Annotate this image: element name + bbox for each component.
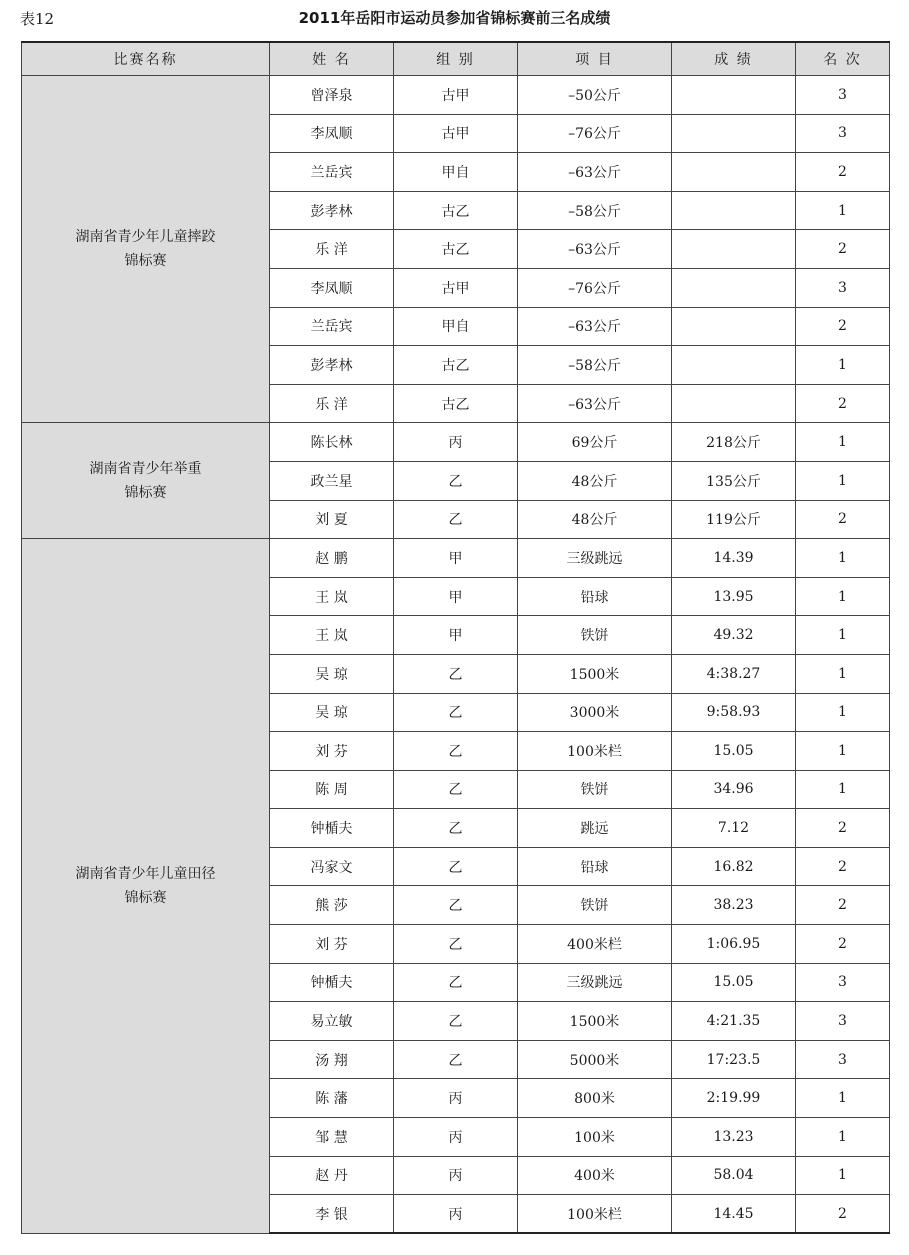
cell-group: 乙 — [394, 500, 518, 539]
cell-result: 4:38.27 — [672, 654, 796, 693]
cell-name: 吴 琼 — [270, 693, 394, 732]
cell-event: –58公斤 — [518, 346, 672, 385]
cell-rank: 1 — [796, 191, 890, 230]
cell-event: 跳远 — [518, 809, 672, 848]
cell-group: 丙 — [394, 1079, 518, 1118]
cell-rank: 1 — [796, 461, 890, 500]
cell-result: 49.32 — [672, 616, 796, 655]
cell-result — [672, 307, 796, 346]
cell-result: 16.82 — [672, 847, 796, 886]
cell-rank: 2 — [796, 384, 890, 423]
page-title: 2011年岳阳市运动员参加省锦标赛前三名成绩 — [298, 9, 611, 27]
competition-name-cell — [22, 423, 270, 539]
cell-name: 赵 丹 — [270, 1156, 394, 1195]
cell-event: –63公斤 — [518, 153, 672, 192]
cell-rank: 1 — [796, 1118, 890, 1157]
cell-rank: 1 — [796, 654, 890, 693]
cell-result: 135公斤 — [672, 461, 796, 500]
cell-rank: 1 — [796, 1156, 890, 1195]
cell-result: 218公斤 — [672, 423, 796, 462]
cell-event: 三级跳远 — [518, 539, 672, 578]
table-row — [22, 76, 890, 115]
cell-name: 彭孝林 — [270, 191, 394, 230]
cell-event: 100米栏 — [518, 732, 672, 771]
cell-result — [672, 230, 796, 269]
cell-name: 王 岚 — [270, 577, 394, 616]
cell-result — [672, 384, 796, 423]
cell-result: 2:19.99 — [672, 1079, 796, 1118]
cell-name: 刘 芬 — [270, 925, 394, 964]
header-result: 成 绩 — [672, 42, 796, 76]
cell-rank: 3 — [796, 963, 890, 1002]
header-group: 组 别 — [394, 42, 518, 76]
cell-name: 乐 洋 — [270, 230, 394, 269]
cell-group: 古甲 — [394, 268, 518, 307]
cell-event: 69公斤 — [518, 423, 672, 462]
cell-group: 丙 — [394, 1118, 518, 1157]
competition-name-line2: 锦标赛 — [124, 484, 167, 501]
header-name: 姓 名 — [270, 42, 394, 76]
cell-group: 古乙 — [394, 191, 518, 230]
competition-name-cell — [22, 539, 270, 1234]
cell-result — [672, 153, 796, 192]
cell-rank: 2 — [796, 307, 890, 346]
cell-rank: 2 — [796, 500, 890, 539]
cell-result: 7.12 — [672, 809, 796, 848]
cell-result: 38.23 — [672, 886, 796, 925]
cell-name: 陈 周 — [270, 770, 394, 809]
cell-result: 119公斤 — [672, 500, 796, 539]
cell-rank: 3 — [796, 114, 890, 153]
cell-name: 钟楯夫 — [270, 809, 394, 848]
cell-name: 熊 莎 — [270, 886, 394, 925]
cell-group: 乙 — [394, 847, 518, 886]
cell-event: –63公斤 — [518, 230, 672, 269]
cell-group: 乙 — [394, 809, 518, 848]
cell-group: 乙 — [394, 654, 518, 693]
cell-event: 铁饼 — [518, 616, 672, 655]
cell-event: 三级跳远 — [518, 963, 672, 1002]
cell-rank: 2 — [796, 153, 890, 192]
cell-group: 乙 — [394, 732, 518, 771]
cell-result: 9:58.93 — [672, 693, 796, 732]
cell-event: –63公斤 — [518, 307, 672, 346]
cell-rank: 3 — [796, 268, 890, 307]
cell-result: 58.04 — [672, 1156, 796, 1195]
cell-result: 34.96 — [672, 770, 796, 809]
cell-rank: 1 — [796, 732, 890, 771]
cell-name: 赵 鹏 — [270, 539, 394, 578]
cell-event: –50公斤 — [518, 76, 672, 115]
cell-event: 100米 — [518, 1118, 672, 1157]
cell-rank: 2 — [796, 809, 890, 848]
cell-group: 乙 — [394, 461, 518, 500]
cell-group: 乙 — [394, 886, 518, 925]
cell-rank: 1 — [796, 577, 890, 616]
cell-group: 丙 — [394, 1156, 518, 1195]
cell-group: 丙 — [394, 1195, 518, 1234]
cell-event: 铅球 — [518, 577, 672, 616]
table-caption: 表12 — [20, 10, 55, 28]
cell-result — [672, 346, 796, 385]
results-table — [21, 41, 890, 1234]
cell-event: 铁饼 — [518, 886, 672, 925]
cell-result: 17:23.5 — [672, 1040, 796, 1079]
cell-event: –58公斤 — [518, 191, 672, 230]
competition-name-line2: 锦标赛 — [124, 253, 167, 270]
cell-rank: 2 — [796, 1195, 890, 1234]
cell-group: 古甲 — [394, 76, 518, 115]
header-row — [22, 42, 890, 76]
cell-name: 陈长林 — [270, 423, 394, 462]
competition-name-line1: 湖南省青少年儿童田径 — [75, 865, 216, 882]
cell-event: –76公斤 — [518, 114, 672, 153]
cell-result: 1:06.95 — [672, 925, 796, 964]
cell-group: 古乙 — [394, 384, 518, 423]
cell-rank: 1 — [796, 1079, 890, 1118]
cell-group: 甲 — [394, 577, 518, 616]
cell-result: 14.45 — [672, 1195, 796, 1234]
table-row — [22, 539, 890, 578]
cell-rank: 2 — [796, 886, 890, 925]
header-rank: 名 次 — [796, 42, 890, 76]
cell-event: –63公斤 — [518, 384, 672, 423]
cell-event: 铅球 — [518, 847, 672, 886]
header-competition: 比赛名称 — [22, 42, 270, 76]
cell-name: 邹 慧 — [270, 1118, 394, 1157]
cell-event: 100米栏 — [518, 1195, 672, 1234]
cell-event: 铁饼 — [518, 770, 672, 809]
cell-name: 陈 藩 — [270, 1079, 394, 1118]
cell-group: 乙 — [394, 1040, 518, 1079]
cell-name: 吴 琼 — [270, 654, 394, 693]
cell-event: –76公斤 — [518, 268, 672, 307]
cell-result — [672, 114, 796, 153]
cell-name: 冯家文 — [270, 847, 394, 886]
cell-rank: 2 — [796, 925, 890, 964]
cell-group: 古甲 — [394, 114, 518, 153]
cell-name: 汤 翔 — [270, 1040, 394, 1079]
cell-event: 800米 — [518, 1079, 672, 1118]
cell-group: 古乙 — [394, 346, 518, 385]
cell-result — [672, 268, 796, 307]
cell-result — [672, 76, 796, 115]
cell-group: 甲自 — [394, 307, 518, 346]
cell-result: 15.05 — [672, 732, 796, 771]
cell-event: 400米栏 — [518, 925, 672, 964]
cell-name: 李凤顺 — [270, 114, 394, 153]
cell-result: 13.23 — [672, 1118, 796, 1157]
cell-result: 15.05 — [672, 963, 796, 1002]
cell-group: 丙 — [394, 423, 518, 462]
competition-name-line2: 锦标赛 — [124, 889, 167, 906]
competition-name-cell — [22, 76, 270, 423]
cell-rank: 1 — [796, 770, 890, 809]
cell-result: 4:21.35 — [672, 1002, 796, 1041]
cell-event: 48公斤 — [518, 461, 672, 500]
cell-result — [672, 191, 796, 230]
cell-name: 刘 芬 — [270, 732, 394, 771]
cell-name: 兰岳宾 — [270, 307, 394, 346]
cell-rank: 2 — [796, 847, 890, 886]
cell-name: 政兰星 — [270, 461, 394, 500]
cell-group: 甲 — [394, 616, 518, 655]
cell-event: 1500米 — [518, 1002, 672, 1041]
cell-rank: 3 — [796, 76, 890, 115]
cell-result: 14.39 — [672, 539, 796, 578]
cell-result: 13.95 — [672, 577, 796, 616]
header-event: 项 目 — [518, 42, 672, 76]
cell-name: 钟楯夫 — [270, 963, 394, 1002]
cell-rank: 1 — [796, 423, 890, 462]
table-body — [22, 76, 890, 1234]
cell-group: 古乙 — [394, 230, 518, 269]
cell-name: 刘 夏 — [270, 500, 394, 539]
competition-name-line1: 湖南省青少年儿童摔跤 — [75, 229, 216, 246]
cell-name: 兰岳宾 — [270, 153, 394, 192]
cell-rank: 1 — [796, 693, 890, 732]
cell-group: 乙 — [394, 1002, 518, 1041]
cell-name: 王 岚 — [270, 616, 394, 655]
cell-event: 400米 — [518, 1156, 672, 1195]
competition-name-line1: 湖南省青少年举重 — [89, 460, 202, 477]
cell-group: 乙 — [394, 925, 518, 964]
cell-event: 3000米 — [518, 693, 672, 732]
cell-group: 甲 — [394, 539, 518, 578]
cell-rank: 1 — [796, 616, 890, 655]
cell-rank: 3 — [796, 1040, 890, 1079]
cell-name: 乐 洋 — [270, 384, 394, 423]
table-row — [22, 423, 890, 462]
cell-event: 5000米 — [518, 1040, 672, 1079]
cell-group: 乙 — [394, 693, 518, 732]
cell-group: 甲自 — [394, 153, 518, 192]
cell-name: 易立敏 — [270, 1002, 394, 1041]
cell-rank: 3 — [796, 1002, 890, 1041]
cell-name: 曾泽泉 — [270, 76, 394, 115]
cell-group: 乙 — [394, 963, 518, 1002]
cell-name: 李 银 — [270, 1195, 394, 1234]
cell-rank: 1 — [796, 539, 890, 578]
cell-group: 乙 — [394, 770, 518, 809]
cell-name: 彭孝林 — [270, 346, 394, 385]
cell-rank: 1 — [796, 346, 890, 385]
cell-rank: 2 — [796, 230, 890, 269]
cell-name: 李凤顺 — [270, 268, 394, 307]
cell-event: 1500米 — [518, 654, 672, 693]
cell-event: 48公斤 — [518, 500, 672, 539]
